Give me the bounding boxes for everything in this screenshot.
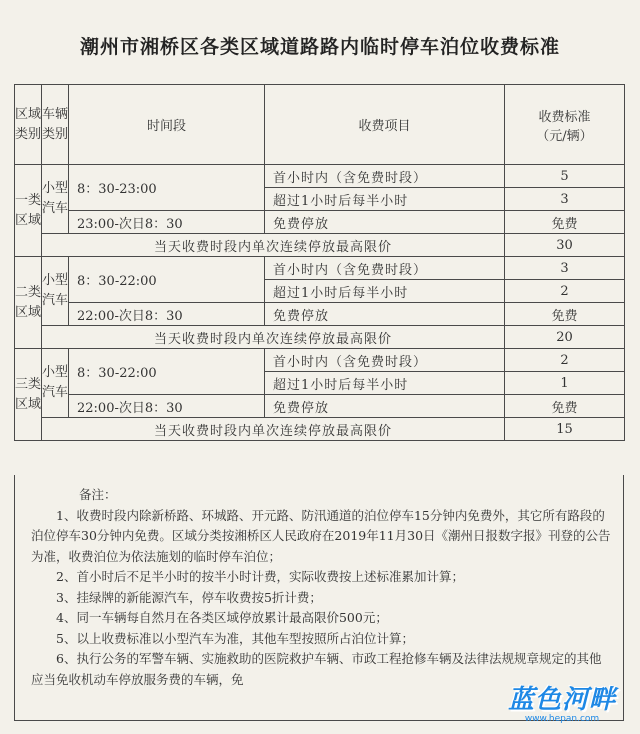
zone-vehicle-label: 小型汽车 [42,349,69,418]
zone-cap-fee: 20 [505,326,625,349]
zone-area-label: 三类区域 [15,349,42,441]
table-header-row [15,85,625,165]
note-item: 3、挂绿牌的新能源汽车，停车收费按5折计费； [56,589,322,605]
zone-cap-label: 当天收费时段内单次连续停放最高限价 [42,418,505,441]
zone-cap-label: 当天收费时段内单次连续停放最高限价 [42,234,505,257]
zone-row-cap [15,326,625,349]
zone-day-time: 8：30-22:00 [69,349,265,395]
header-fee-standard [505,85,625,165]
zone-row-night [15,211,625,234]
zone-first-hour-fee: 2 [505,349,625,372]
logo-text: 蓝色河畔 [507,685,616,715]
note-item: 4、同一车辆每自然月在各类区域停放累计最高限价500元； [56,610,388,625]
zone-row-first-hour [15,257,625,280]
header-fee-standard-line1: 收费标准 [538,109,591,125]
zone-cap-label: 当天收费时段内单次连续停放最高限价 [42,326,505,349]
zone-extra-fee: 3 [505,188,625,211]
zone-night-time: 23:00-次日8：30 [69,211,265,234]
watermark-logo [492,686,632,724]
header-area-type: 区域类别 [15,85,42,165]
zone-extra-item: 超过1小时后每半小时 [265,280,505,303]
zone-night-item: 免费停放 [265,303,505,326]
note-item: 6、执行公务的军警车辆、实施救助的医院救护车辆、市政工程抢修车辆及法律法规规章规定的其他应当免收机动车停放服务费的车辆，免 [31,651,602,687]
zone-row-night [15,395,625,418]
zone-night-time: 22:00-次日8：30 [69,303,265,326]
zone-extra-fee: 2 [505,280,625,303]
zone-day-time: 8：30-23:00 [69,165,265,211]
zone-first-hour-item: 首小时内（含免费时段） [265,349,505,372]
zone-row-night [15,303,625,326]
zone-area-label: 二类区域 [15,257,42,349]
header-time-slot: 时间段 [69,85,265,165]
zone-extra-item: 超过1小时后每半小时 [265,188,505,211]
zone-vehicle-label: 小型汽车 [42,165,69,234]
zone-cap-fee: 15 [505,418,625,441]
note-item: 5、以上收费标准以小型汽车为准，其他车型按照所占泊位计算； [56,630,414,646]
zone-night-time: 22:00-次日8：30 [69,395,265,418]
note-item: 1、收费时段内除新桥路、环城路、开元路、防汛通道的泊位停车15分钟内免费外，其它所有路段的泊位停车30分钟内免费。区域分类按湘桥区人民政府在2019年11月30日《潮州日报数字报》刊登的公告为准，收费泊位为依法施划的临时停车泊位； [31,507,611,564]
zone-night-fee: 免费 [505,211,625,234]
zone-row-first-hour [15,165,625,188]
zone-first-hour-fee: 5 [505,165,625,188]
zone-area-label: 一类区域 [15,165,42,257]
notes-heading: 备注： [79,487,117,502]
zone-night-fee: 免费 [505,303,625,326]
zone-night-fee: 免费 [505,395,625,418]
notes-list [31,506,611,691]
zone-vehicle-label: 小型汽车 [42,257,69,326]
zone-row-cap [15,234,625,257]
header-fee-standard-line2: （元/辆） [536,128,593,144]
zone-row-first-hour [15,349,625,372]
fee-table [14,84,625,441]
zone-first-hour-item: 首小时内（含免费时段） [265,257,505,280]
header-fee-item: 收费项目 [265,85,505,165]
zone-cap-fee: 30 [505,234,625,257]
logo-url: www.hepan.com [524,714,600,724]
header-vehicle-type: 车辆类别 [42,85,69,165]
zone-day-time: 8：30-22:00 [69,257,265,303]
note-item: 2、首小时后不足半小时的按半小时计费，实际收费按上述标准累加计算； [56,569,464,584]
page-title: 潮州市湘桥区各类区域道路路内临时停车泊位收费标准 [79,36,560,58]
zone-night-item: 免费停放 [265,211,505,234]
zone-row-cap [15,418,625,441]
zone-extra-fee: 1 [505,372,625,395]
zone-first-hour-fee: 3 [505,257,625,280]
zone-extra-item: 超过1小时后每半小时 [265,372,505,395]
zone-first-hour-item: 首小时内（含免费时段） [265,165,505,188]
zone-night-item: 免费停放 [265,395,505,418]
